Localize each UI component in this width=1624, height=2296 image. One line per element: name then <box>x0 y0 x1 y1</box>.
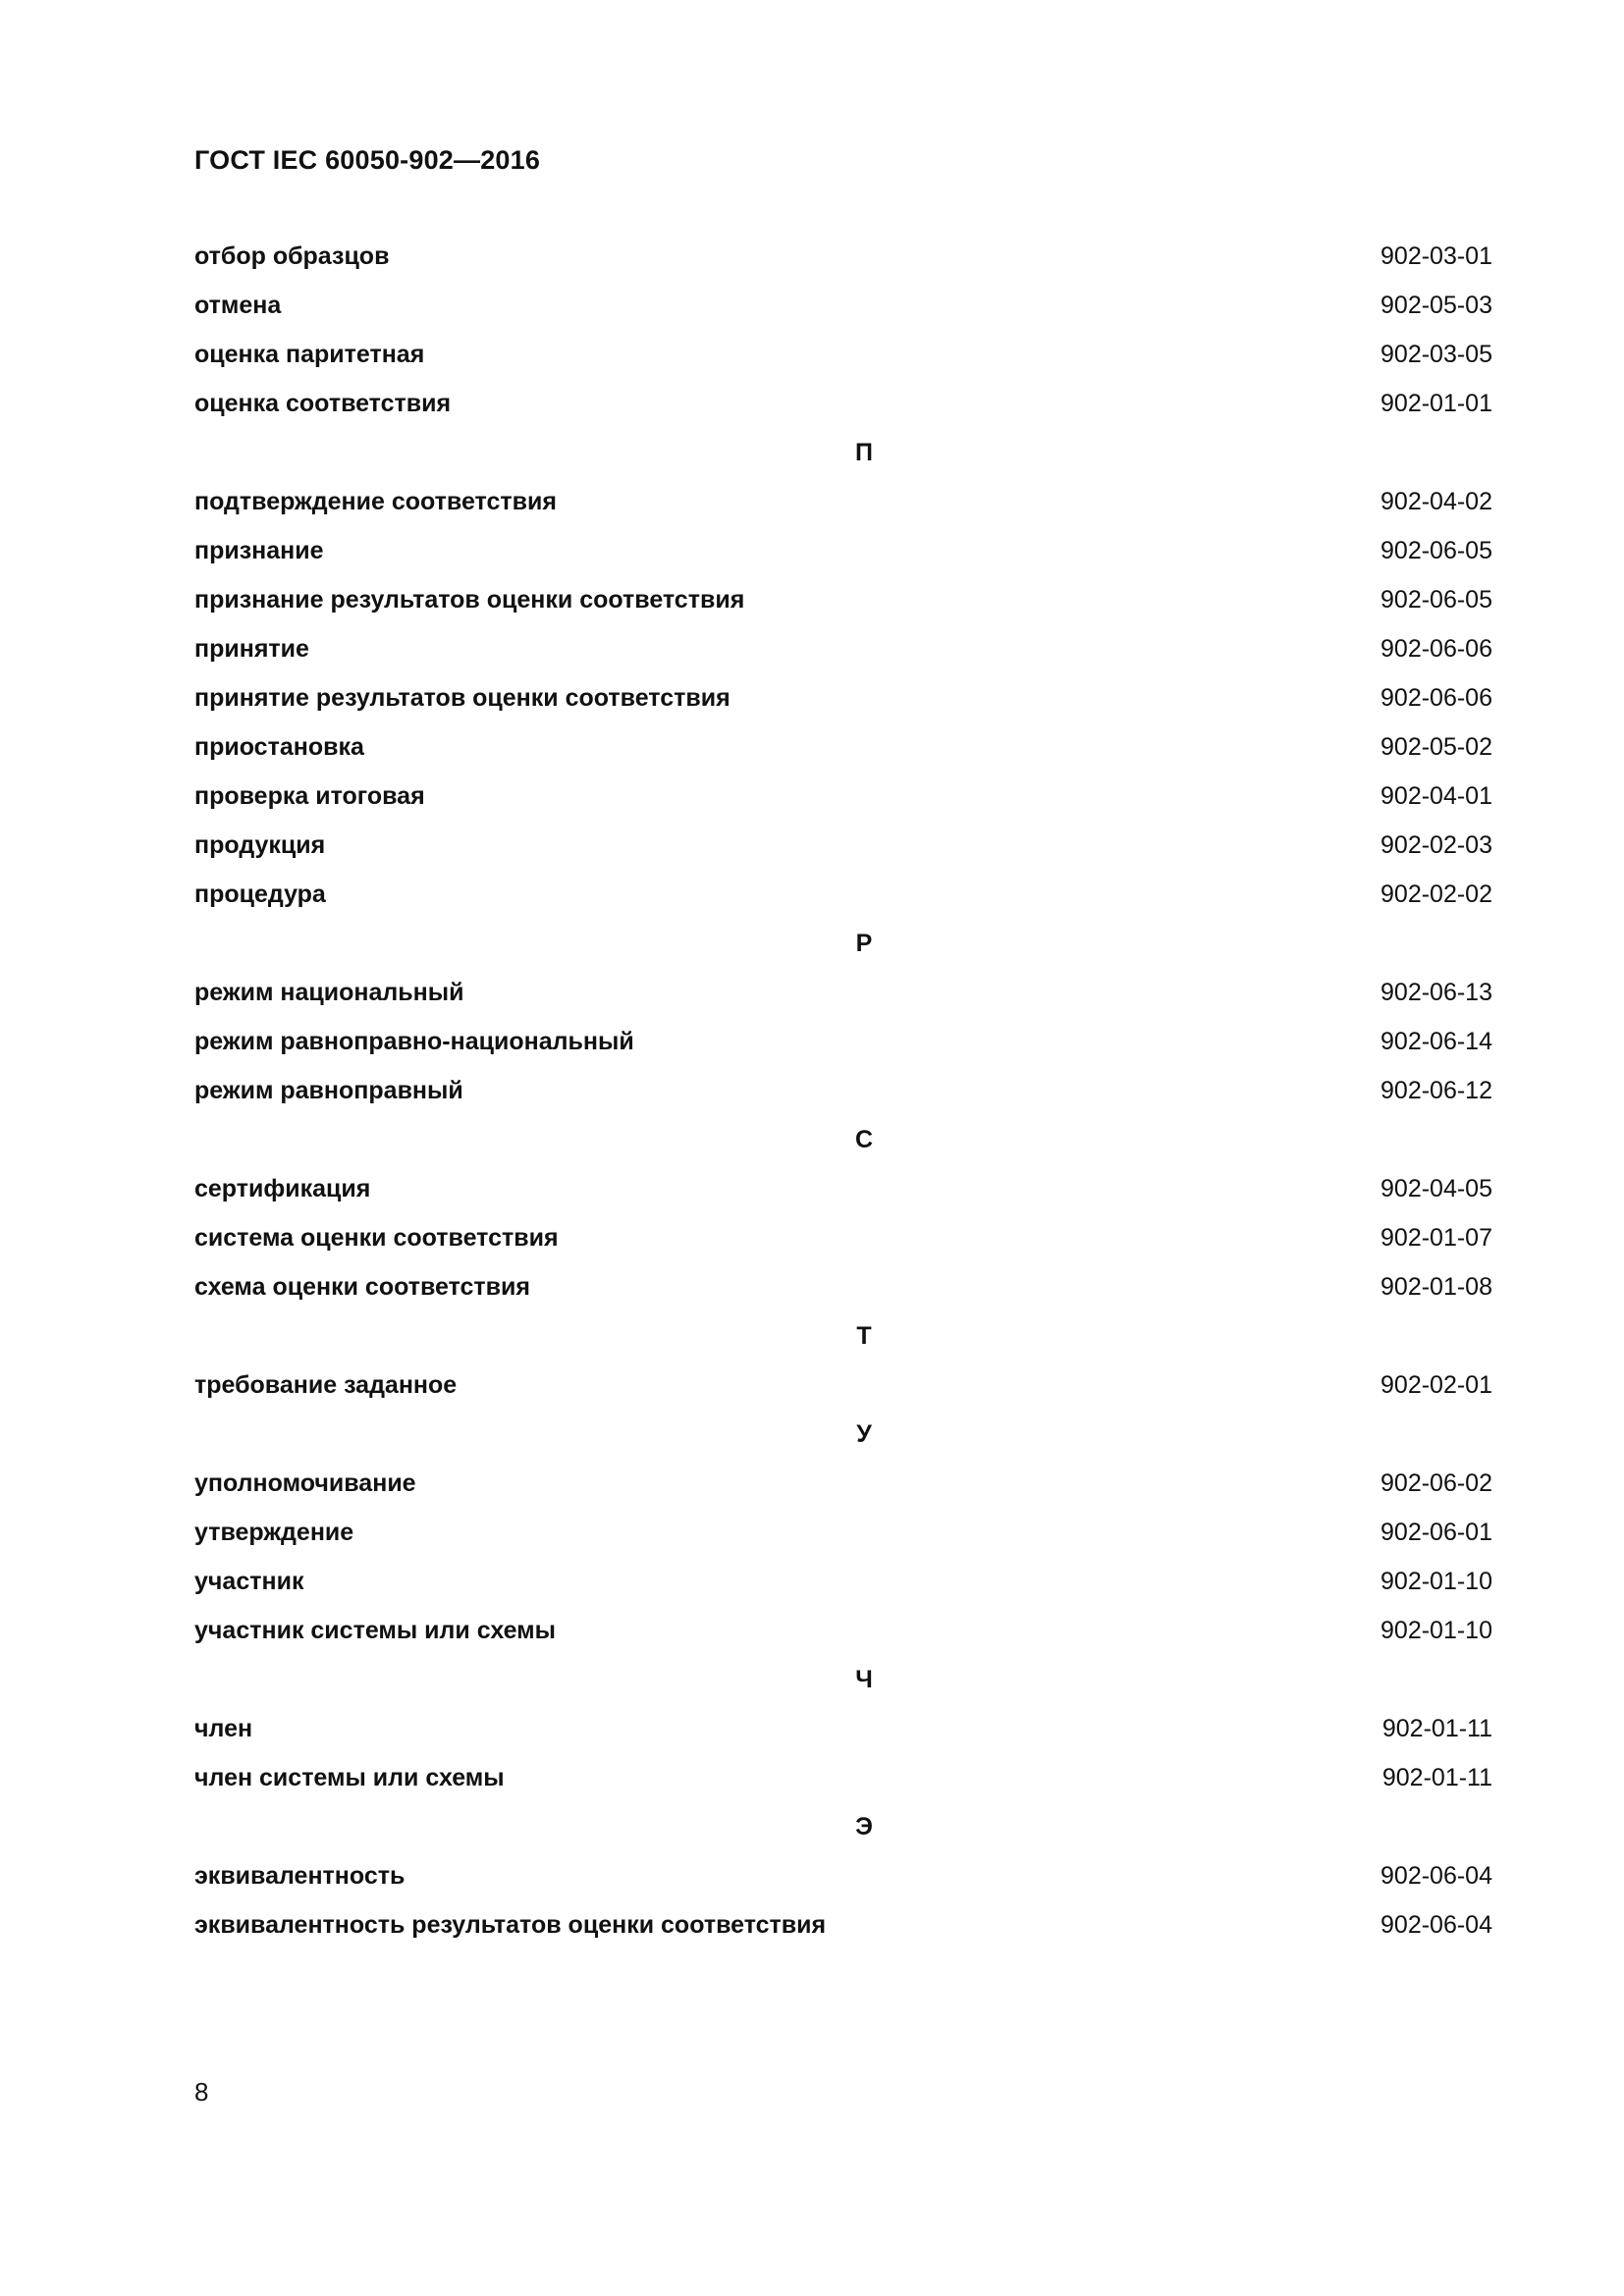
index-term-code: 902-01-07 <box>1380 1223 1492 1252</box>
index-term: признание <box>194 536 324 564</box>
page-number: 8 <box>194 2077 209 2107</box>
index-entry <box>194 772 1492 821</box>
index-letter-heading <box>194 1655 1492 1704</box>
index-term: проверка итоговая <box>194 781 425 810</box>
index-letter-heading <box>194 1802 1492 1851</box>
index-term-code: 902-04-01 <box>1380 781 1492 810</box>
index-term-code: 902-01-01 <box>1380 389 1492 417</box>
index-entry <box>194 1017 1492 1066</box>
index-term: участник системы или схемы <box>194 1616 557 1644</box>
index-term: принятие результатов оценки соответствия <box>194 683 731 712</box>
index-term: участник <box>194 1567 304 1595</box>
index-letter: Ч <box>855 1665 873 1693</box>
index-term: эквивалентность результатов оценки соответствия <box>194 1910 827 1939</box>
index-entry <box>194 673 1492 722</box>
index-letter-heading <box>194 1115 1492 1164</box>
index-term-code: 902-05-02 <box>1380 732 1492 761</box>
index-term-code: 902-03-05 <box>1380 340 1492 368</box>
index-entry <box>194 722 1492 772</box>
index-letter: Э <box>855 1812 873 1841</box>
index-term-code: 902-01-11 <box>1381 1763 1492 1791</box>
index-letter: Р <box>855 929 873 957</box>
index-term: система оценки соответствия <box>194 1223 559 1252</box>
index-term: требование заданное <box>194 1370 458 1399</box>
index-term: схема оценки соответствия <box>194 1272 530 1301</box>
index-term-code: 902-06-05 <box>1380 585 1492 614</box>
index-term-code: 902-04-02 <box>1380 487 1492 515</box>
index-term: утверждение <box>194 1518 354 1546</box>
index-letter: Т <box>856 1321 872 1350</box>
index-term-code: 902-01-08 <box>1380 1272 1492 1301</box>
index-term: уполномочивание <box>194 1468 416 1497</box>
index-letter: П <box>855 438 873 466</box>
index-letter-heading <box>194 1311 1492 1361</box>
index-entry <box>194 526 1492 575</box>
index-term: режим равноправный <box>194 1076 463 1104</box>
index-term: продукция <box>194 830 326 859</box>
index-entry <box>194 1164 1492 1213</box>
index-term: эквивалентность <box>194 1861 406 1890</box>
index-letter-heading <box>194 919 1492 968</box>
index-term-code: 902-04-05 <box>1380 1174 1492 1202</box>
index-term-code: 902-06-02 <box>1380 1468 1492 1497</box>
index-entry <box>194 1900 1492 1949</box>
index-entry <box>194 477 1492 526</box>
index-term-code: 902-05-03 <box>1380 291 1492 319</box>
index-letter-heading <box>194 1410 1492 1459</box>
index-term-code: 902-06-13 <box>1380 978 1492 1006</box>
index-term-code: 902-06-04 <box>1380 1910 1492 1939</box>
index-term-code: 902-02-03 <box>1380 830 1492 859</box>
index-entry <box>194 330 1492 379</box>
index-term-code: 902-01-10 <box>1380 1567 1492 1595</box>
index-term: отмена <box>194 291 282 319</box>
index-term: приостановка <box>194 732 364 761</box>
index-term: отбор образцов <box>194 241 390 270</box>
index-entry <box>194 624 1492 673</box>
index-term: член системы или схемы <box>194 1763 505 1791</box>
index-letter: С <box>854 1125 874 1153</box>
index-term: оценка паритетная <box>194 340 425 368</box>
index-term: сертификация <box>194 1174 371 1202</box>
index-letter: У <box>856 1419 872 1448</box>
index-term: оценка соответствия <box>194 389 452 417</box>
index-term: член <box>194 1714 253 1742</box>
index-term-code: 902-02-02 <box>1380 880 1492 908</box>
index-entry <box>194 1753 1492 1802</box>
index-term: режим равноправно-национальный <box>194 1027 634 1055</box>
index-entry <box>194 1704 1492 1753</box>
index-entry <box>194 870 1492 919</box>
index-entry <box>194 379 1492 428</box>
index-term: режим национальный <box>194 978 464 1006</box>
index-entry <box>194 1066 1492 1115</box>
alphabetical-index <box>194 232 1492 1949</box>
index-term-code: 902-03-01 <box>1380 241 1492 270</box>
index-entry <box>194 1851 1492 1900</box>
index-entry <box>194 1213 1492 1262</box>
index-term: процедура <box>194 880 326 908</box>
index-term-code: 902-06-01 <box>1380 1518 1492 1546</box>
index-term-code: 902-01-11 <box>1381 1714 1492 1742</box>
index-entry <box>194 1361 1492 1410</box>
index-entry <box>194 821 1492 870</box>
index-term-code: 902-06-04 <box>1380 1861 1492 1890</box>
document-header: ГОСТ IEC 60050-902—2016 <box>194 145 541 175</box>
index-entry <box>194 281 1492 330</box>
index-term-code: 902-06-14 <box>1380 1027 1492 1055</box>
index-entry <box>194 232 1492 281</box>
index-letter-heading <box>194 428 1492 477</box>
index-entry <box>194 968 1492 1017</box>
index-entry <box>194 1508 1492 1557</box>
index-term-code: 902-02-01 <box>1380 1370 1492 1399</box>
index-entry <box>194 575 1492 624</box>
index-entry <box>194 1557 1492 1606</box>
index-term-code: 902-06-05 <box>1380 536 1492 564</box>
index-term: принятие <box>194 634 309 663</box>
index-term-code: 902-06-06 <box>1380 683 1492 712</box>
index-term-code: 902-06-06 <box>1380 634 1492 663</box>
index-entry <box>194 1262 1492 1311</box>
index-term-code: 902-01-10 <box>1380 1616 1492 1644</box>
index-entry <box>194 1606 1492 1655</box>
index-term: признание результатов оценки соответствия <box>194 585 745 614</box>
index-entry <box>194 1459 1492 1508</box>
index-term-code: 902-06-12 <box>1380 1076 1492 1104</box>
index-term: подтверждение соответствия <box>194 487 557 515</box>
